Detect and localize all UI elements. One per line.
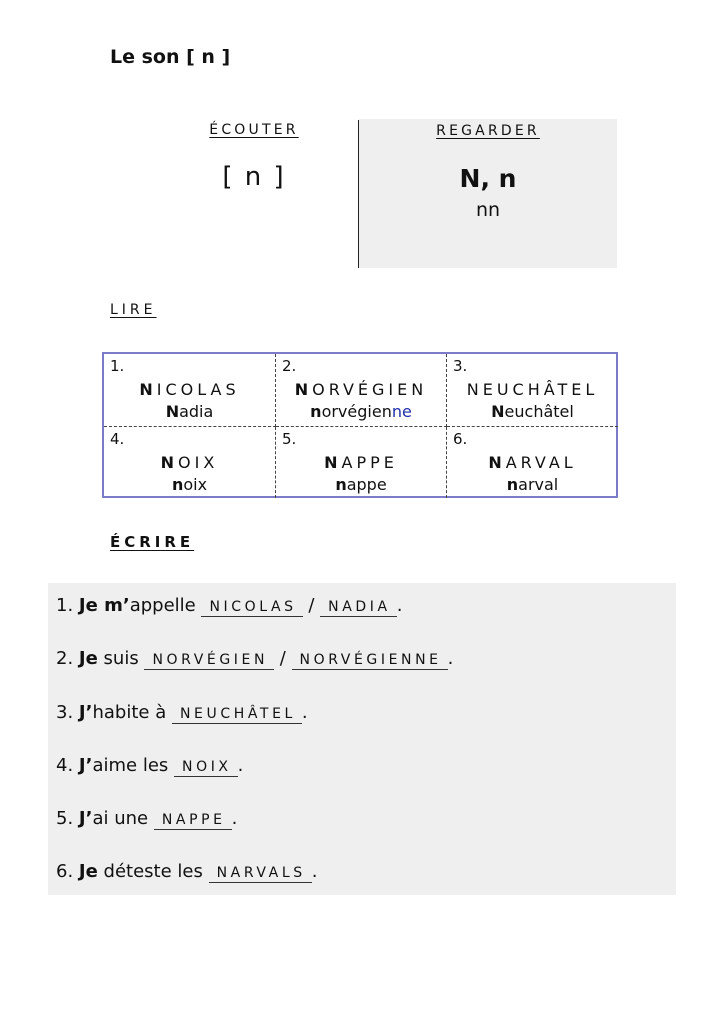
exercise-line: 3. J’habite à NEUCHÂTEL .: [56, 702, 308, 723]
word-lower: Nadia: [165, 402, 214, 421]
word-lower: Neuchâtel: [491, 402, 574, 421]
cell-number: 5.: [282, 430, 297, 448]
word-lower: norvégienne: [310, 402, 412, 421]
phoneme: [ n ]: [222, 162, 286, 192]
read-cell: [104, 354, 276, 427]
page-title: Le son [ n ]: [110, 46, 231, 68]
cell-number: 1.: [110, 357, 125, 375]
listen-panel: [150, 118, 358, 268]
digraph: nn: [475, 199, 501, 221]
word-caps: NORVÉGIEN: [294, 380, 428, 399]
exercise-line: 1. Je m’appelle NICOLAS / NADIA .: [56, 595, 403, 616]
exercise-line: 6. Je déteste les NARVALS .: [56, 861, 318, 882]
cell-number: 4.: [110, 430, 125, 448]
read-cell: [104, 427, 276, 498]
answer-field[interactable]: NAPPE: [154, 811, 232, 830]
answer-field[interactable]: NOIX: [174, 758, 238, 777]
listen-label: ÉCOUTER: [209, 122, 299, 138]
read-cell: [276, 427, 447, 498]
read-cell: [447, 354, 618, 427]
write-exercise: [48, 583, 676, 895]
cell-number: 2.: [282, 357, 297, 375]
cell-number: 6.: [453, 430, 468, 448]
word-caps: NEUCHÂTEL: [466, 380, 599, 399]
exercise-line: 2. Je suis NORVÉGIEN / NORVÉGIENNE .: [56, 648, 454, 669]
word-lower: nappe: [335, 475, 387, 494]
read-cell: [276, 354, 447, 427]
letters: N, n: [459, 164, 517, 193]
answer-field[interactable]: NICOLAS: [201, 598, 302, 617]
answer-field[interactable]: NARVALS: [209, 864, 312, 883]
read-table: [102, 352, 618, 498]
answer-field[interactable]: NADIA: [320, 598, 397, 617]
read-cell: [447, 427, 618, 498]
word-caps: NAPPE: [324, 453, 398, 472]
word-caps: NICOLAS: [139, 380, 240, 399]
look-panel: [359, 119, 617, 268]
exercise-line: 4. J’aime les NOIX .: [56, 755, 244, 776]
write-heading: ÉCRIRE: [110, 533, 195, 551]
look-label: REGARDER: [436, 123, 540, 139]
answer-field[interactable]: NEUCHÂTEL: [172, 705, 302, 724]
word-lower: noix: [171, 475, 208, 494]
exercise-line: 5. J’ai une NAPPE .: [56, 808, 238, 829]
word-caps: NOIX: [160, 453, 219, 472]
answer-field[interactable]: NORVÉGIEN: [144, 651, 274, 670]
answer-field[interactable]: NORVÉGIENNE: [292, 651, 448, 670]
read-heading: LIRE: [110, 302, 157, 318]
word-caps: NARVAL: [488, 453, 577, 472]
word-lower: narval: [506, 475, 559, 494]
cell-number: 3.: [453, 357, 468, 375]
